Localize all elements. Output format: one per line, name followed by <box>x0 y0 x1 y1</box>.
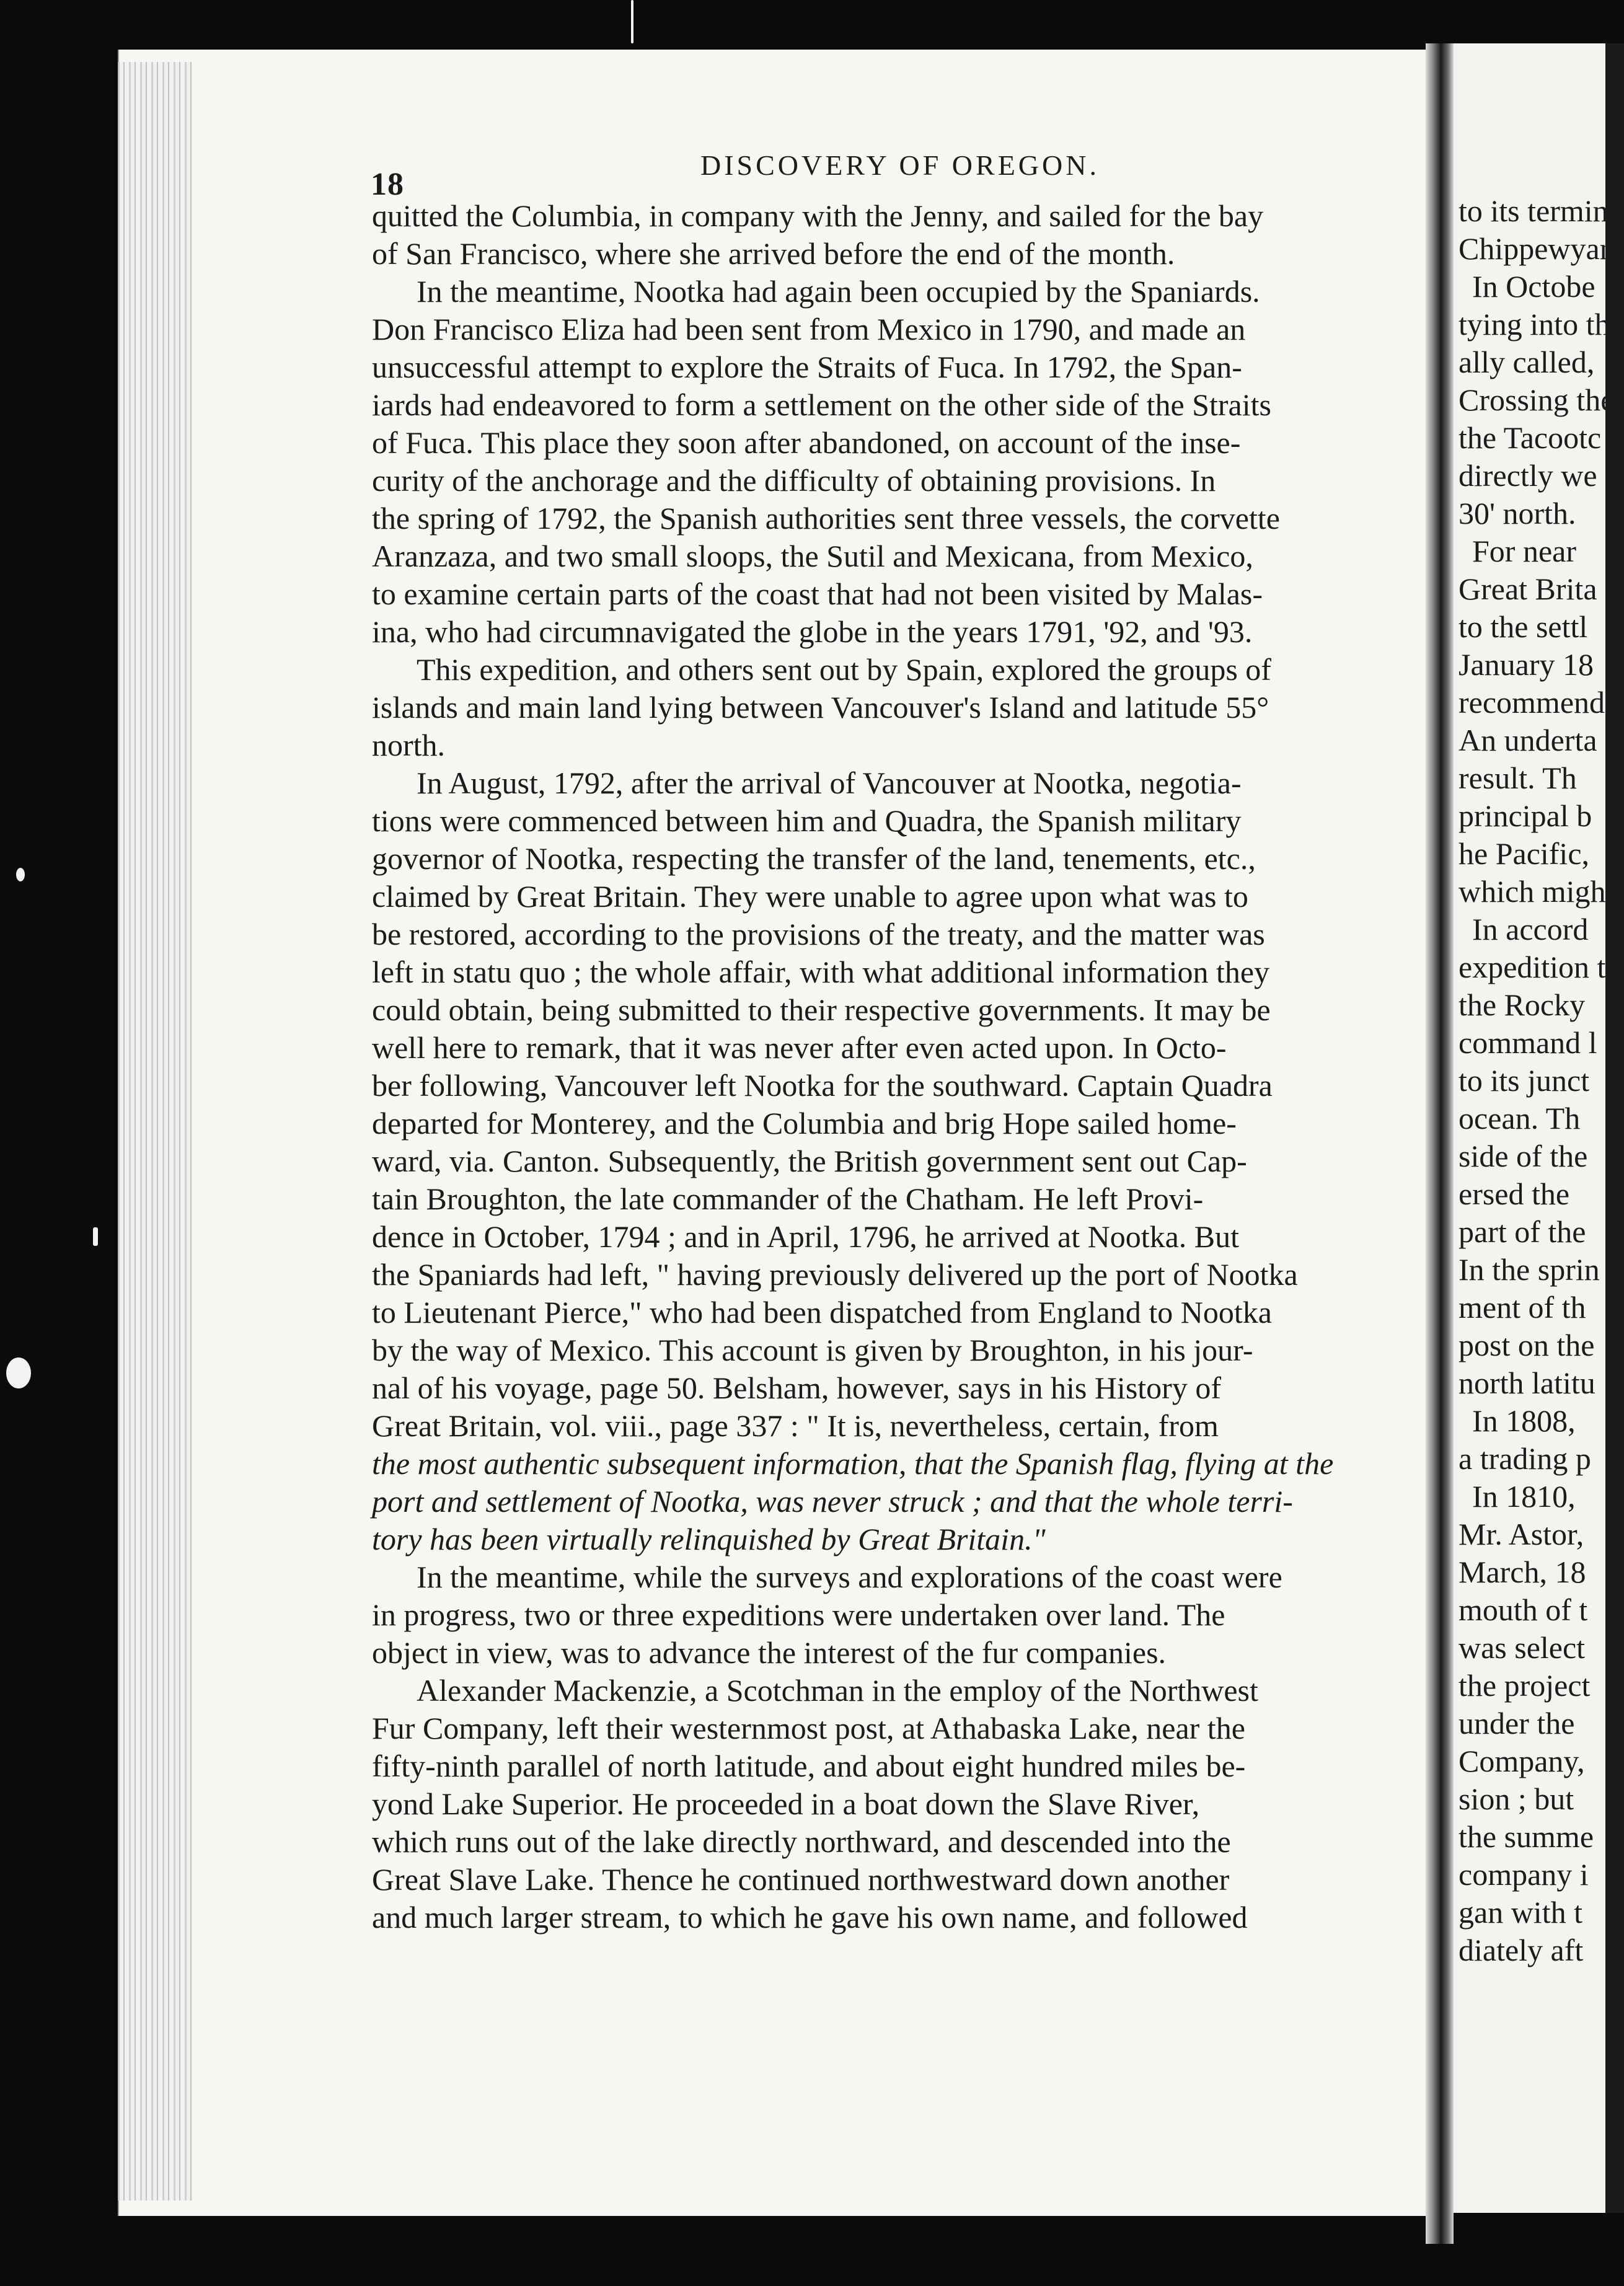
body-text <box>372 197 1414 1936</box>
right-page-line: the Rocky <box>1459 987 1586 1022</box>
right-page-line: Mr. Astor, <box>1459 1517 1584 1551</box>
text-line: the spring of 1792, the Spanish authorities sent three vessels, the corvette <box>372 501 1280 536</box>
right-page-line: post on the <box>1459 1328 1595 1362</box>
text-line: tions were commenced between him and Quadra, the Spanish military <box>372 803 1242 838</box>
text-line: islands and main land lying between Vancouver's Island and latitude 55° <box>372 690 1269 725</box>
right-page-line: ally called, <box>1459 345 1595 379</box>
right-page-line: sion ; but <box>1459 1781 1574 1816</box>
text-line: In August, 1792, after the arrival of Vancouver at Nootka, negotia- <box>417 766 1242 800</box>
text-line: iards had endeavored to form a settlement on the other side of the Straits <box>372 387 1271 422</box>
text-line: tory has been virtually relinquished by Great Britain." <box>372 1522 1046 1556</box>
text-line: port and settlement of Nootka, was never struck ; and that the whole terri- <box>372 1484 1293 1519</box>
right-page-line: to its junct <box>1459 1063 1590 1098</box>
right-page-line: result. Th <box>1459 761 1577 795</box>
text-line: unsuccessful attempt to explore the Straits of Fuca. In 1792, the Span- <box>372 350 1242 384</box>
right-page-line: 30' north. <box>1459 496 1576 531</box>
right-page-line: directly we <box>1459 458 1597 493</box>
text-line: Great Slave Lake. Thence he continued northwestward down another <box>372 1862 1230 1897</box>
right-page-line: diately aft <box>1459 1933 1584 1967</box>
text-line: tain Broughton, the late commander of the Chatham. He left Provi- <box>372 1181 1204 1216</box>
text-line: governor of Nootka, respecting the transfer of the land, tenements, etc., <box>372 841 1256 876</box>
text-line: could obtain, being submitted to their respective governments. It may be <box>372 992 1271 1027</box>
right-page-line: company i <box>1459 1857 1589 1892</box>
text-line: and much larger stream, to which he gave his own name, and followed <box>372 1900 1248 1935</box>
right-page-line: ocean. Th <box>1459 1101 1581 1136</box>
right-page-line: principal b <box>1459 798 1592 833</box>
text-line: In the meantime, while the surveys and explorations of the coast were <box>417 1560 1282 1594</box>
right-page-line: expedition t <box>1459 950 1606 984</box>
running-head: DISCOVERY OF OREGON. <box>700 149 1100 181</box>
scan-speck <box>6 1357 31 1388</box>
page-edges <box>118 62 192 2200</box>
right-page-line: ment of th <box>1459 1290 1586 1325</box>
text-line: in progress, two or three expeditions were undertaken over land. The <box>372 1597 1225 1632</box>
text-line: Don Francisco Eliza had been sent from Mexico in 1790, and made an <box>372 312 1246 346</box>
right-page-line: In 1810, <box>1472 1479 1576 1514</box>
right-page-line: Great Brita <box>1459 572 1597 606</box>
text-line: Alexander Mackenzie, a Scotchman in the employ of the Northwest <box>417 1673 1258 1708</box>
scan-speck <box>631 0 633 43</box>
right-page-line: the project <box>1459 1668 1591 1703</box>
right-page-line: north latitu <box>1459 1366 1595 1400</box>
right-page-line: recommend <box>1459 685 1605 720</box>
right-page-line: was select <box>1459 1630 1586 1665</box>
right-page-line: part of the <box>1459 1214 1586 1249</box>
right-page-line: An underta <box>1459 723 1597 757</box>
right-page-line: the Tacootc <box>1459 420 1602 455</box>
text-line: ber following, Vancouver left Nootka for the southward. Captain Quadra <box>372 1068 1273 1103</box>
text-line: fifty-ninth parallel of north latitude, and about eight hundred miles be- <box>372 1749 1246 1783</box>
right-page-line: he Pacific, <box>1459 836 1590 871</box>
text-line: north. <box>372 728 446 762</box>
text-line: to examine certain parts of the coast that had not been visited by Malas- <box>372 576 1263 611</box>
right-page-line: gan with t <box>1459 1895 1582 1930</box>
text-line: ward, via. Canton. Subsequently, the British government sent out Cap- <box>372 1144 1247 1178</box>
text-line: to Lieutenant Pierce," who had been dispatched from England to Nootka <box>372 1295 1272 1330</box>
right-page-line: January 18 <box>1459 647 1594 682</box>
text-line: of San Francisco, where she arrived before the end of the month. <box>372 236 1175 271</box>
text-line: yond Lake Superior. He proceeded in a boat down the Slave River, <box>372 1786 1200 1821</box>
right-page-line: side of the <box>1459 1139 1588 1173</box>
right-page-line: In the sprin <box>1459 1252 1600 1287</box>
right-page-text <box>1459 192 1620 1969</box>
text-line: In the meantime, Nootka had again been occupied by the Spaniards. <box>417 274 1260 309</box>
text-line: by the way of Mexico. This account is given by Broughton, in his jour- <box>372 1333 1253 1367</box>
right-page-line: which migh <box>1459 874 1606 909</box>
right-page-line: a trading p <box>1459 1441 1591 1476</box>
text-line: the most authentic subsequent information, that the Spanish flag, flying at the <box>372 1446 1334 1481</box>
right-page-line: tying into th <box>1459 307 1610 342</box>
scan-speck <box>16 868 25 881</box>
text-line: of Fuca. This place they soon after abandoned, on account of the inse- <box>372 425 1241 460</box>
right-page-line: ersed the <box>1459 1176 1570 1211</box>
right-page-line: March, 18 <box>1459 1555 1586 1589</box>
text-line: curity of the anchorage and the difficulty of obtaining provisions. In <box>372 463 1216 498</box>
right-page-line: mouth of t <box>1459 1592 1588 1627</box>
text-line: the Spaniards had left, " having previously delivered up the port of Nootka <box>372 1257 1298 1292</box>
text-line: ina, who had circumnavigated the globe in the years 1791, '92, and '93. <box>372 614 1253 649</box>
text-line: Aranzaza, and two small sloops, the Sutil and Mexicana, from Mexico, <box>372 539 1253 573</box>
book-gutter <box>1426 43 1454 2244</box>
right-page-line: In Octobe <box>1472 269 1595 304</box>
text-line: claimed by Great Britain. They were unable to agree upon what was to <box>372 879 1248 914</box>
right-page-line: under the <box>1459 1706 1575 1741</box>
right-page-line: Chippewyan <box>1459 231 1615 266</box>
text-line: dence in October, 1794 ; and in April, 1796, he arrived at Nootka. But <box>372 1219 1240 1254</box>
text-line: Fur Company, left their westernmost post, at Athabaska Lake, near the <box>372 1711 1245 1745</box>
right-page-line: the summe <box>1459 1819 1594 1854</box>
scan-speck <box>93 1227 98 1246</box>
text-line: which runs out of the lake directly northward, and descended into the <box>372 1824 1231 1859</box>
text-line: departed for Monterey, and the Columbia and brig Hope sailed home- <box>372 1106 1237 1141</box>
right-page-line: For near <box>1472 534 1576 568</box>
text-line: left in statu quo ; the whole affair, with what additional information they <box>372 955 1270 989</box>
page-number: 18 <box>371 167 404 202</box>
right-page-line: Crossing the <box>1459 382 1615 417</box>
right-page-line: In 1808, <box>1472 1403 1576 1438</box>
text-line: well here to remark, that it was never after even acted upon. In Octo- <box>372 1030 1227 1065</box>
text-line: This expedition, and others sent out by Spain, explored the groups of <box>417 652 1271 687</box>
text-line: object in view, was to advance the interest of the fur companies. <box>372 1635 1167 1670</box>
text-line: Great Britain, vol. viii., page 337 : " It is, nevertheless, certain, from <box>372 1408 1219 1443</box>
right-page-line: In accord <box>1472 912 1589 947</box>
right-page-line: to its termin <box>1459 193 1609 228</box>
right-page-line: to the settl <box>1459 609 1588 644</box>
text-line: nal of his voyage, page 50. Belsham, however, says in his History of <box>372 1370 1221 1405</box>
right-page-line: command l <box>1459 1025 1597 1060</box>
text-line: be restored, according to the provisions of the treaty, and the matter was <box>372 917 1265 951</box>
text-line: quitted the Columbia, in company with the Jenny, and sailed for the bay <box>372 198 1264 233</box>
right-page-line: Company, <box>1459 1744 1585 1778</box>
